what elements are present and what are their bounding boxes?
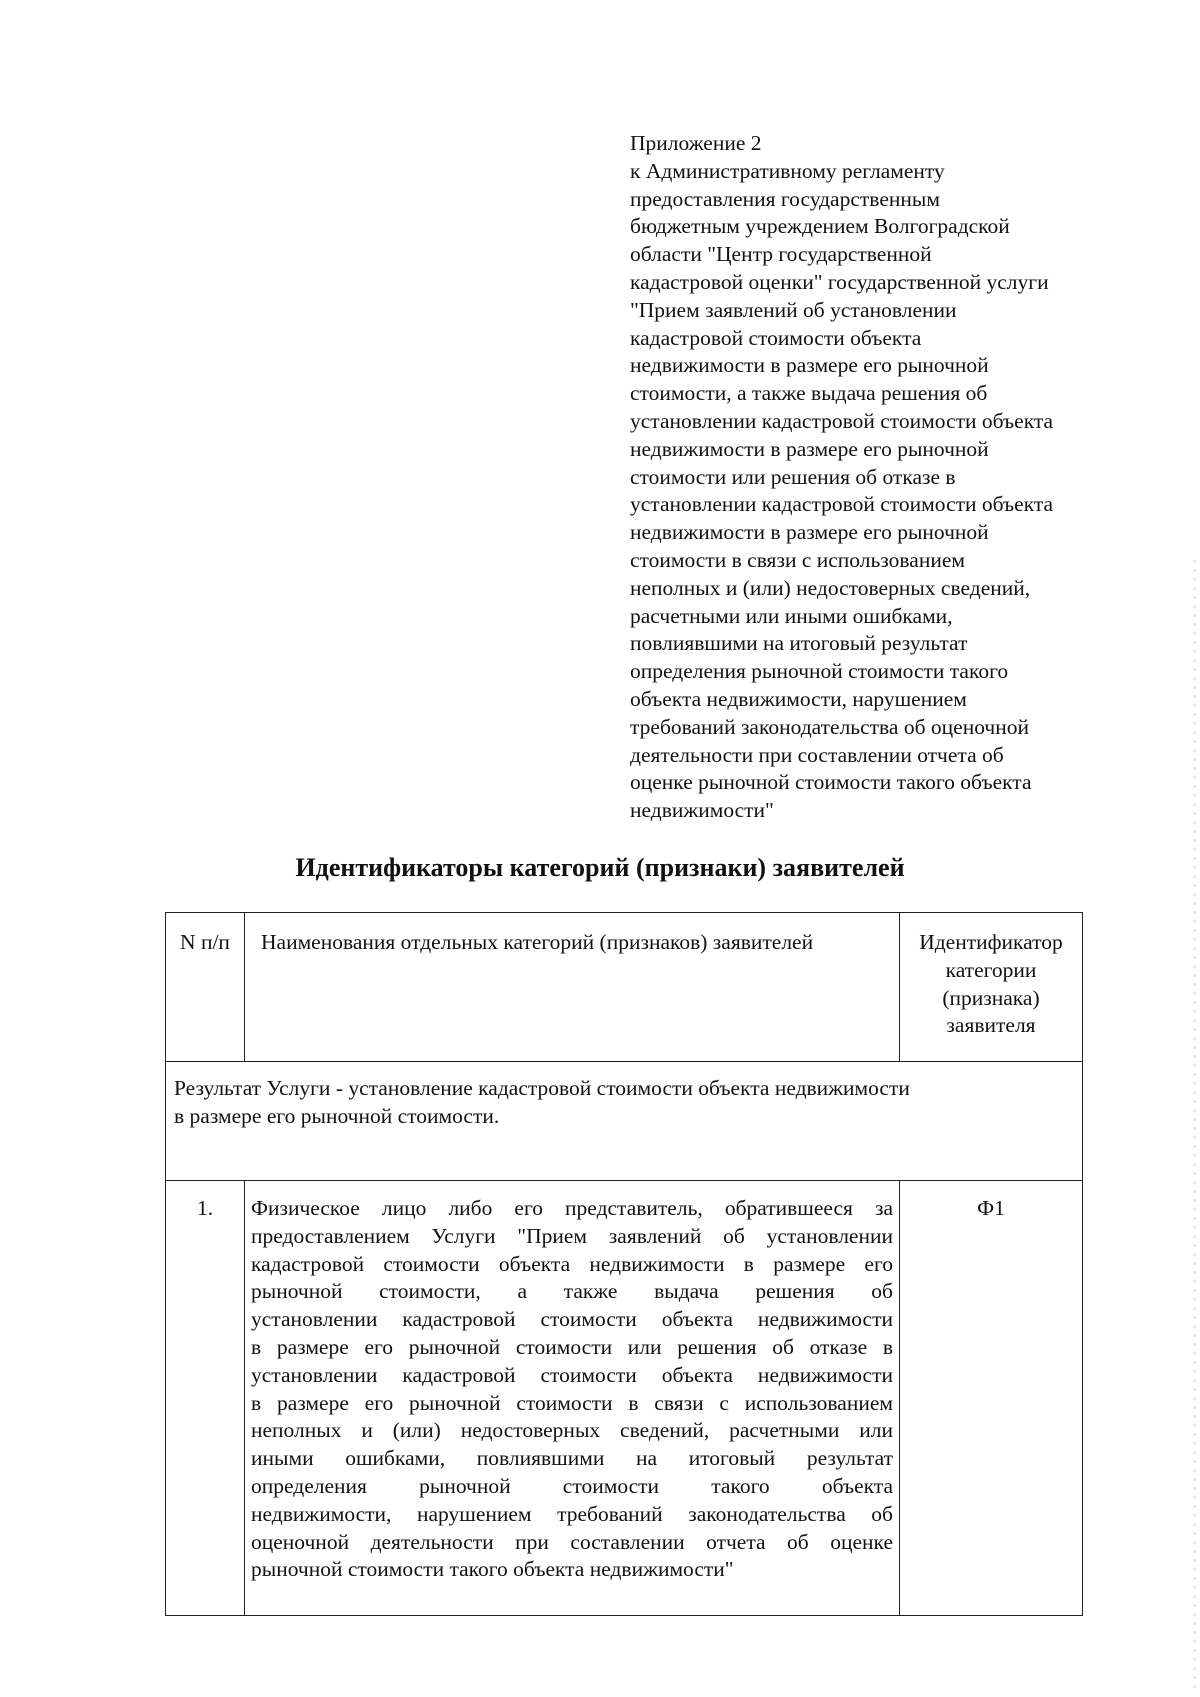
header-identifier-line: (признака)	[942, 985, 1040, 1010]
section-heading	[166, 1062, 1083, 1181]
description-line: кадастровой стоимости объекта недвижимости в размере его	[251, 1251, 893, 1276]
appendix-line: требований законодательства об оценочной	[630, 714, 1029, 739]
header-category-name: Наименования отдельных категорий (признаков) заявителей	[245, 913, 900, 1062]
appendix-line: повлиявшими на итоговый результат	[630, 631, 968, 656]
section-heading-line: Результат Услуги - установление кадастровой стоимости объекта недвижимости	[174, 1076, 910, 1100]
description-line: в размере его рыночной стоимости или решения об отказе в	[251, 1334, 893, 1359]
appendix-line: стоимости или решения об отказе в	[630, 464, 956, 489]
appendix-line: недвижимости"	[630, 798, 774, 823]
appendix-line: к Административному регламенту	[630, 158, 945, 183]
appendix-line: кадастровой оценки" государственной услуги	[630, 269, 1049, 294]
appendix-line: бюджетным учреждением Волгоградской	[630, 214, 1010, 239]
row-identifier: Ф1	[900, 1181, 1083, 1616]
table-header-row	[166, 913, 1083, 1062]
description-line: рыночной стоимости такого объекта недвижимости"	[251, 1557, 734, 1582]
appendix-line: объекта недвижимости, нарушением	[630, 686, 967, 711]
description-line: установлении кадастровой стоимости объекта недвижимости	[251, 1307, 893, 1332]
description-line: предоставлением Услуги "Прием заявлений об установлении	[251, 1223, 893, 1248]
appendix-line: предоставления государственным	[630, 186, 940, 211]
header-identifier	[900, 913, 1083, 1062]
description-line: неполных и (или) недостоверных сведений, расчетными или	[251, 1418, 893, 1443]
header-identifier-line: категории	[945, 957, 1037, 982]
description-line: иными ошибками, повлиявшими на итоговый результат	[251, 1446, 893, 1471]
row-description	[245, 1181, 900, 1616]
section-row	[166, 1062, 1083, 1181]
header-number: N п/п	[166, 913, 245, 1062]
document-title: Идентификаторы категорий (признаки) заявителей	[295, 853, 905, 882]
description-line: оценочной деятельности при составлении отчета об оценке	[251, 1529, 893, 1554]
appendix-line: "Прием заявлений об установлении	[630, 297, 957, 322]
appendix-line: недвижимости в размере его рыночной	[630, 436, 989, 461]
appendix-line: недвижимости в размере его рыночной	[630, 353, 989, 378]
appendix-line: деятельности при составлении отчета об	[630, 742, 1004, 767]
description-line: определения рыночной стоимости такого объекта	[251, 1473, 893, 1498]
appendix-line: расчетными или иными ошибками,	[630, 603, 953, 628]
appendix-line: Приложение 2	[630, 131, 762, 155]
header-identifier-line: заявителя	[946, 1013, 1036, 1038]
applicant-categories-table	[165, 912, 1083, 1616]
table-row	[166, 1181, 1083, 1616]
description-line: установлении кадастровой стоимости объекта недвижимости	[251, 1362, 893, 1387]
description-line: недвижимости, нарушением требований законодательства об	[251, 1501, 893, 1526]
row-number: 1.	[166, 1181, 245, 1616]
appendix-line: неполных и (или) недостоверных сведений,	[630, 575, 1031, 600]
appendix-line: стоимости в связи с использованием	[630, 547, 965, 572]
appendix-line: недвижимости в размере его рыночной	[630, 520, 989, 545]
appendix-line: кадастровой стоимости объекта	[630, 325, 922, 350]
section-heading-line: в размере его рыночной стоимости.	[174, 1103, 500, 1128]
appendix-line: установлении кадастровой стоимости объекта	[630, 408, 1054, 433]
appendix-line: области "Центр государственной	[630, 242, 932, 267]
description-line: в размере его рыночной стоимости в связи с использованием	[251, 1390, 893, 1415]
description-line: рыночной стоимости, а также выдача решения об	[251, 1279, 893, 1304]
appendix-line: определения рыночной стоимости такого	[630, 659, 1009, 684]
appendix-line: оценке рыночной стоимости такого объекта	[630, 770, 1032, 795]
scan-edge-marks	[1193, 560, 1196, 1690]
appendix-line: стоимости, а также выдача решения об	[630, 381, 988, 406]
description-line: Физическое лицо либо его представитель, обратившееся за	[251, 1196, 893, 1220]
header-identifier-line: Идентификатор	[919, 930, 1063, 954]
appendix-line: установлении кадастровой стоимости объекта	[630, 492, 1054, 517]
appendix-block	[630, 130, 1120, 825]
